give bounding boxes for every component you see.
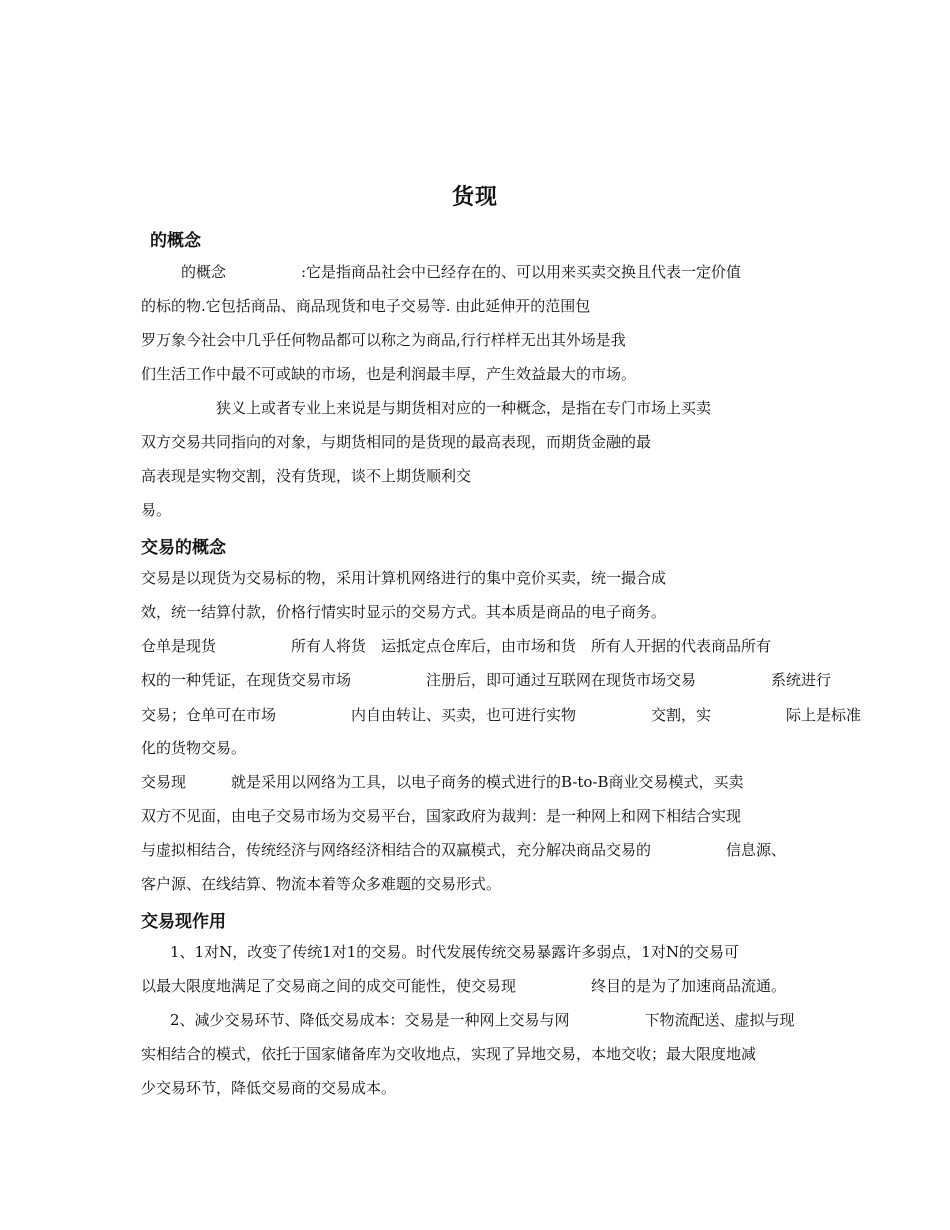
paragraph-line: 化的货物交易。 (141, 739, 247, 757)
paragraph-line: 2、减少交易环节、降低交易成本：交易是一种网上交易与网 下物流配送、虚拟与现 (155, 1011, 795, 1029)
paragraph-line: 的标的物.它包括商品、商品现货和电子交易等. 由此延伸开的范围包 (141, 297, 591, 315)
paragraph-line: 与虚拟相结合，传统经济与网络经济相结合的双赢模式，充分解决商品交易的 信息源、 (141, 841, 787, 859)
paragraph-line: 1、1对N，改变了传统1对1的交易。时代发展传统交易暴露许多弱点，1对N的交易可 (155, 943, 739, 961)
paragraph-line: 权的一种凭证，在现货交易市场 注册后，即可通过互联网在现货市场交易 系统进行 (141, 671, 832, 689)
paragraph-line: 罗万象今社会中几乎任何物品都可以称之为商品,行行样样无出其外场是我 (141, 331, 626, 349)
paragraph-line: 双方交易共同指向的对象，与期货相同的是货现的最高表现，而期货金融的最 (141, 433, 652, 451)
paragraph-line: 的概念 :它是指商品社会中已经存在的、可以用来买卖交换且代表一定价值 (181, 263, 742, 281)
paragraph-line: 交易现 就是采用以网络为工具，以电子商务的模式进行的B-to-B商业交易模式，买卖 (141, 773, 744, 791)
paragraph-line: 狭义上或者专业上来说是与期货相对应的一种概念，是指在专门市场上买卖 (141, 399, 712, 417)
paragraph-line: 客户源、在线结算、物流本着等众多难题的交易形式。 (141, 875, 502, 893)
paragraph-line: 交易；仓单可在市场 内自由转让、买卖，也可进行实物 交割，实 际上是标准 (141, 706, 862, 724)
section-heading: 的概念 (150, 231, 201, 251)
paragraph-line: 以最大限度地满足了交易商之间的成交可能性，使交易现 终目的是为了加速商品流通。 (141, 977, 787, 995)
paragraph-line: 双方不见面，由电子交易市场为交易平台，国家政府为裁判：是一种网上和网下相结合实现 (141, 807, 742, 825)
paragraph-line: 少交易环节，降低交易商的交易成本。 (141, 1079, 397, 1097)
paragraph-line: 高表现是实物交割，没有货现，谈不上期货顺利交 (141, 467, 472, 485)
paragraph-line: 易。 (141, 501, 172, 519)
section-heading: 交易的概念 (141, 538, 226, 558)
paragraph-line: 实相结合的模式，依托于国家储备库为交收地点，实现了异地交易，本地交收；最大限度地减 (141, 1045, 757, 1063)
paragraph-line: 仓单是现货 所有人将货 运抵定点仓库后，由市场和货 所有人开据的代表商品所有 (141, 637, 772, 655)
paragraph-line: 效，统一结算付款，价格行情实时显示的交易方式。其本质是商品的电子商务。 (141, 603, 667, 621)
page-title: 货现 (451, 184, 498, 210)
section-heading: 交易现作用 (141, 912, 226, 932)
paragraph-line: 交易是以现货为交易标的物，采用计算机网络进行的集中竞价买卖，统一撮合成 (141, 569, 667, 587)
paragraph-line: 们生活工作中最不可或缺的市场，也是利润最丰厚，产生效益最大的市场。 (141, 365, 637, 383)
